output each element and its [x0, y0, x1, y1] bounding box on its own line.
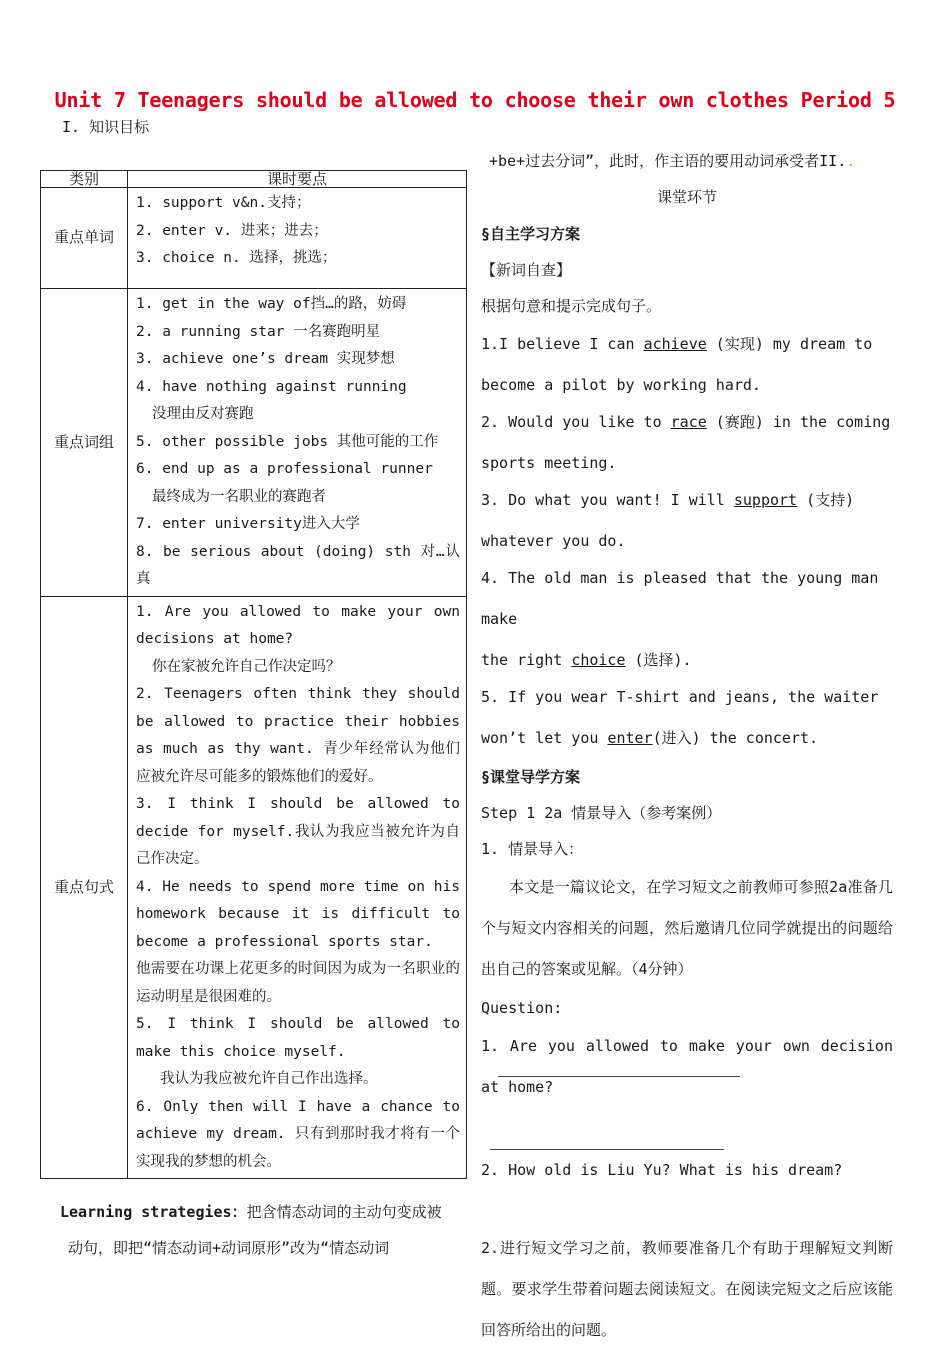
sentence-en: 1. Are you allowed to make your own decisions at home?	[136, 603, 460, 647]
q5-text: won’t let you	[481, 729, 608, 747]
learning-strategies-label: Learning strategies：	[60, 1203, 247, 1221]
exercise-1	[481, 324, 893, 406]
guide-heading: §课堂导学方案	[481, 768, 581, 786]
answer-blank-line-1[interactable]	[498, 1076, 740, 1077]
classroom-heading: 课堂环节	[656, 188, 717, 206]
word-item: 1. support v&n.支持；	[136, 195, 311, 211]
table-header-row	[41, 171, 467, 188]
sentence-zh: 你在家被允许自己作决定吗？	[152, 658, 341, 675]
knowledge-table	[40, 170, 467, 1179]
new-words-heading: 【新词自查】	[481, 261, 572, 279]
continued-text-content: +be+过去分词”，此时，作主语的要用动词承受者II.	[489, 152, 847, 170]
phrase-item: 最终成为一名职业的赛跑者	[152, 488, 326, 505]
points-words	[128, 188, 467, 289]
dot-mark: .	[846, 152, 856, 170]
answer-blank-1-space	[481, 1108, 893, 1152]
q3-text: whatever you do.	[481, 532, 626, 550]
category-sentences: 重点句式	[41, 596, 128, 1179]
exercise-2	[481, 402, 893, 484]
self-study-heading: §自主学习方案	[481, 225, 581, 243]
points-sentences	[128, 596, 467, 1179]
q1-text: 1.I believe I can	[481, 335, 644, 353]
word-item: 2. enter v. 进来；进去；	[136, 222, 328, 239]
sentence-item: 3. I think I should be allowed to decide for myself.我认为我应当被允许为自己作决定。	[136, 796, 460, 867]
category-phrases: 重点词组	[41, 289, 128, 597]
phrase-item: 4. have nothing against running	[136, 378, 407, 395]
q1-text: become a pilot by working hard.	[481, 376, 761, 394]
q4-text: the right	[481, 651, 572, 669]
intro-heading: 1. 情景导入：	[481, 840, 584, 858]
q5-text: 5. If you wear T-shirt and jeans, the waiter	[481, 688, 879, 706]
sentence-item: 6. Only then will I have a chance to achieve my dream. 只有到那时我才将有一个实现我的梦想的机会。	[136, 1098, 460, 1170]
intro-paragraph: 本文是一篇议论文，在学习短文之前教师可参照2a准备几个与短文内容相关的问题，然后邀请几位同学就提出的问题给出自己的答案或见解。（4分钟）	[481, 878, 893, 978]
q4-answer: choice	[571, 651, 626, 669]
question-label: Question:	[481, 999, 563, 1017]
category-words: 重点单词	[41, 188, 128, 289]
sentence-en: 5. I think I should be allowed to make this choice myself.	[136, 1016, 460, 1060]
header-points: 课时要点	[128, 171, 467, 188]
question-1: 1. Are you allowed to make your own decision at home?	[481, 1037, 893, 1096]
q2-text: (赛跑) in the coming	[706, 413, 891, 431]
page-title: Unit 7 Teenagers should be allowed to choose their own clothes Period 5	[54, 88, 896, 112]
answer-blank-2-space	[481, 1188, 893, 1228]
points-phrases	[128, 289, 467, 597]
paragraph-2: 2.进行短文学习之前，教师要准备几个有助于理解短文判断题。要求学生带着问题去阅读短文。在阅读完短文之后应该能回答所给出的问题。	[481, 1239, 893, 1339]
sentence-en: 4. He needs to spend more time on his homework because it is difficult to become a professional sports star.	[136, 878, 460, 950]
word-item: 3. choice n. 选择，挑选；	[136, 250, 337, 266]
right-column	[481, 148, 893, 1351]
learning-strategies	[60, 1194, 460, 1266]
exercise-5	[481, 677, 893, 759]
q5-text: (进入) the concert.	[652, 729, 819, 747]
sentence-zh: 我认为我应被允许自己作出选择。	[160, 1071, 378, 1087]
q2-text: 2. Would you like to	[481, 413, 671, 431]
learning-strategies-text: 动句，即把“情态动词+动词原形”改为“情态动词	[68, 1239, 390, 1257]
q4-text: (选择).	[625, 651, 692, 669]
phrase-item: 2. a running star 一名赛跑明星	[136, 323, 381, 340]
phrase-item: 没理由反对赛跑	[152, 406, 254, 422]
header-category: 类别	[41, 171, 128, 188]
phrase-item: 3. achieve one’s dream 实现梦想	[136, 351, 395, 367]
continued-text	[481, 148, 893, 174]
phrase-item: 7. enter university进入大学	[136, 516, 360, 532]
answer-blank-line-2[interactable]	[490, 1149, 724, 1150]
phrase-item: 5. other possible jobs 其他可能的工作	[136, 433, 439, 450]
exercise-4	[481, 558, 893, 681]
table-row-sentences	[41, 596, 467, 1179]
q1-text: (实现) my dream to	[706, 335, 873, 353]
instruction-text: 根据句意和提示完成句子。	[481, 297, 662, 315]
phrase-item: 8. be serious about (doing) sth 对…认真	[136, 543, 460, 587]
question-2: 2. How old is Liu Yu? What is his dream?	[481, 1161, 843, 1179]
sentence-zh: 他需要在功课上花更多的时间因为成为一名职业的运动明星是很困难的。	[136, 961, 460, 1005]
q3-answer: support	[733, 491, 798, 509]
q2-answer: race	[670, 413, 707, 431]
q1-answer: achieve	[643, 335, 707, 353]
q3-text: 3. Do what you want! I will	[481, 491, 734, 509]
learning-strategies-text: 把含情态动词的主动句变成被	[246, 1203, 442, 1221]
exercise-3	[481, 480, 893, 562]
q3-text: (支持)	[797, 491, 855, 509]
q4-text: 4. The old man is pleased that the young man make	[481, 569, 879, 628]
section-knowledge-goals: I. 知识目标	[62, 118, 150, 136]
sentence-item: 2. Teenagers often think they should be allowed to practice their hobbies as much as thy want. 青少年经常认为他们应被允许尽可能多的锻炼他们的爱好。	[136, 686, 460, 785]
phrase-item: 6. end up as a professional runner	[136, 461, 433, 477]
q5-answer: enter	[607, 729, 653, 747]
step-heading: Step 1 2a 情景导入（参考案例）	[481, 804, 722, 822]
q2-text: sports meeting.	[481, 454, 617, 472]
table-row-phrases	[41, 289, 467, 597]
phrase-item: 1. get in the way of挡…的路，妨碍	[136, 296, 407, 312]
table-row-words	[41, 188, 467, 289]
